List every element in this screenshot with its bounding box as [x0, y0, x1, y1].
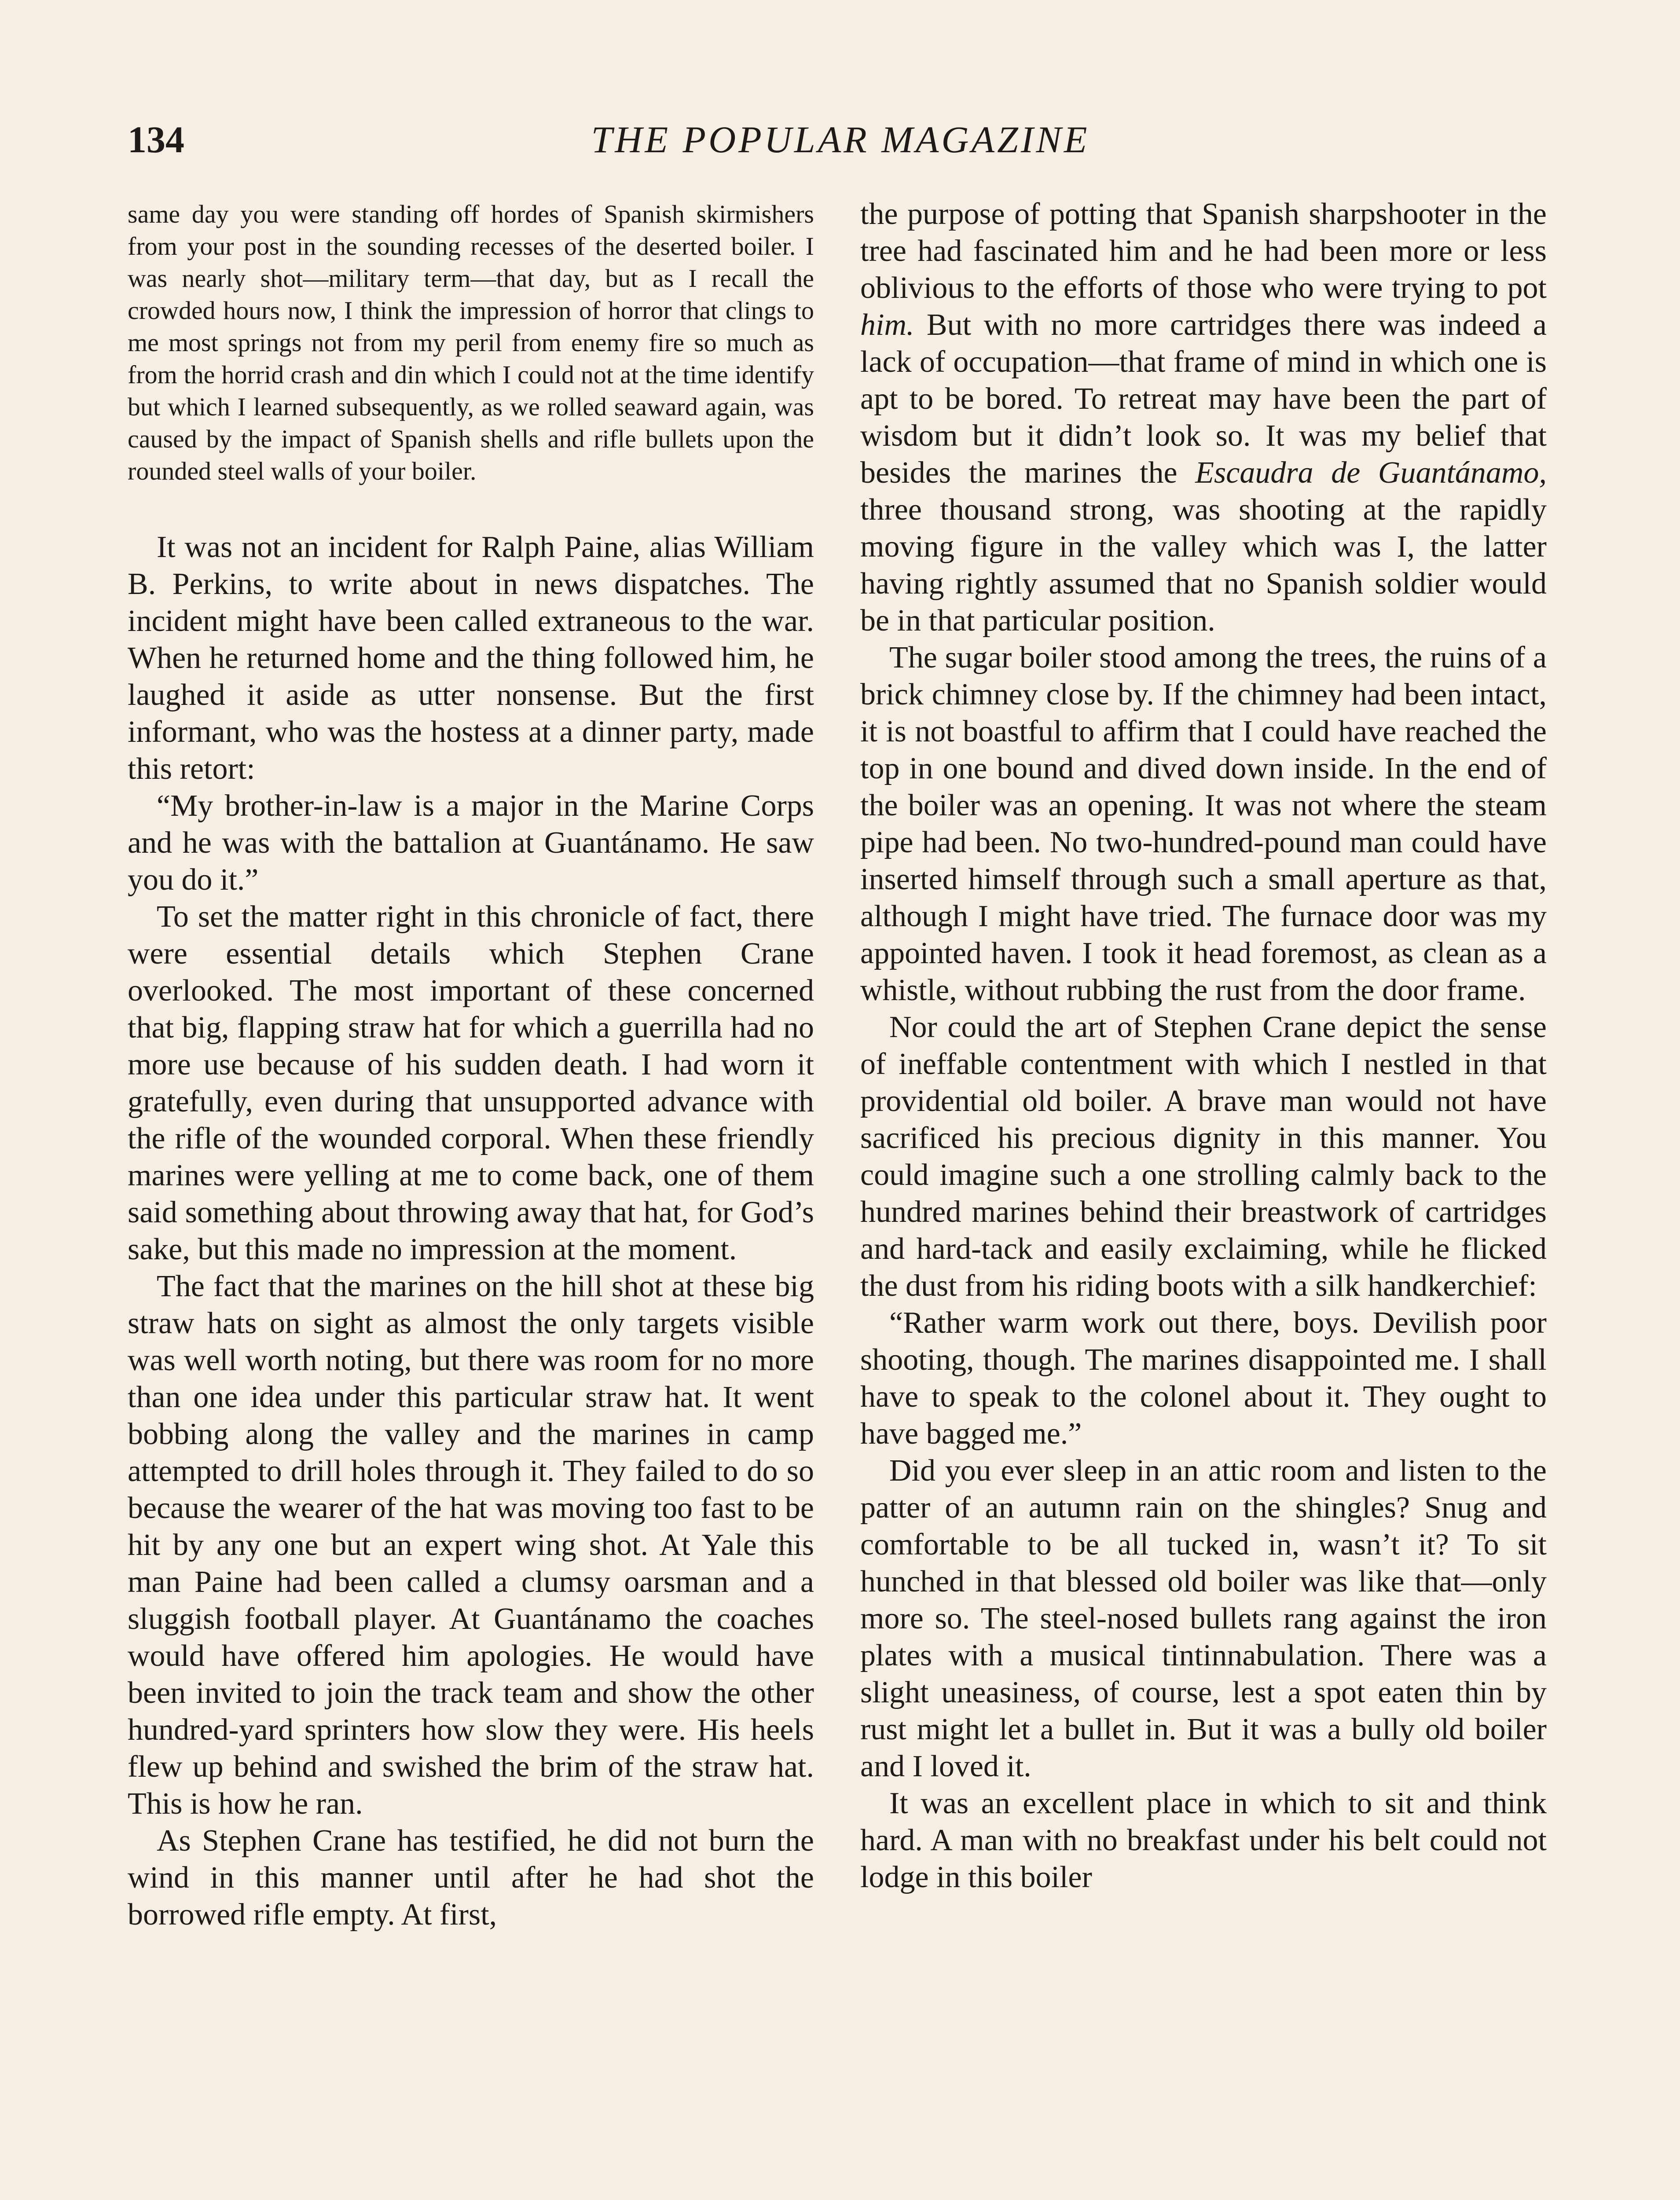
paragraph-continued: [860, 196, 1547, 639]
paragraph: Did you ever sleep in an attic room and listen to the patter of an autumn rain on the shingles? Snug and comfortable to be all tucked in, wasn’t it? To sit hunched in that blessed old boiler was like that—only more so. The steel-nosed bullets rang against the iron plates with a musical tintinnabulation. There was a slight uneasiness, of course, lest a spot eaten thin by rust might let a bullet in. But it was a bully old boiler and I loved it.: [860, 1454, 1547, 1783]
paragraph: As Stephen Crane has testified, he did not burn the wind in this manner until after he had shot the borrowed rifle empty. At first,: [128, 1824, 814, 1932]
italic-text: him.: [860, 308, 914, 342]
left-column: [128, 198, 814, 1933]
paragraph: “Rather warm work out there, boys. Devilish poor shooting, though. The marines disappointed me. I shall have to speak to the colonel about it. They ought to have bagged me.”: [860, 1306, 1547, 1451]
right-column: [860, 196, 1547, 1896]
paragraph: To set the matter right in this chronicle of fact, there were essential details which Stephen Crane overlooked. The most important of these concerned that big, flapping straw hat for which a guerrilla had no more use because of his sudden death. I had worn it gratefully, even during that unsupported advance with the rifle of the wounded corporal. When these friendly marines were yelling at me to come back, one of them said something about throwing away that hat, for God’s sake, but this made no impression at the moment.: [128, 900, 814, 1266]
paragraph: It was not an incident for Ralph Paine, alias William B. Perkins, to write about in news dispatches. The incident might have been called extraneous to the war. When he returned home and the thing followed him, he laughed it aside as utter nonsense. But the first informant, who was the hostess at a dinner party, made this retort:: [128, 530, 814, 786]
paragraph: The sugar boiler stood among the trees, the ruins of a brick chimney close by. If the chimney had been intact, it is not boastful to affirm that I could have reached the top in one bound and dived down inside. In the end of the boiler was an opening. It was not where the steam pipe had been. No two-hundred-pound man could have inserted himself through such a small aperture as that, although I might have tried. The furnace door was my appointed haven. I took it head foremost, as clean as a whistle, without rubbing the rust from the door frame.: [860, 641, 1547, 1007]
text-run: three thousand strong, was shooting at the rapidly moving figure in the valley which was I, the latter having rightly assumed that no Spanish soldier would be in that particular position.: [860, 493, 1547, 638]
page-number: 134: [128, 118, 184, 161]
italic-text: Escaudra de Guantánamo,: [1195, 456, 1547, 490]
paragraph: The fact that the marines on the hill shot at these big straw hats on sight as almost the only targets visible was well worth noting, but there was room for no more than one idea under this particular straw hat. It went bobbing along the valley and the marines in camp attempted to drill holes through it. They failed to do so because the wearer of the hat was moving too fast to be hit by any one but an expert wing shot. At Yale this man Paine had been called a clumsy oarsman and a sluggish football player. At Guantánamo the coaches would have offered him apologies. He would have been invited to join the track team and show the other hundred-yard sprinters how slow they were. His heels flew up behind and swished the brim of the straw hat. This is how he ran.: [128, 1269, 814, 1821]
letter-quote: same day you were standing off hordes of Spanish skirmishers from your post in the sounding recesses of the deserted boiler. I was nearly shot—military term—that day, but as I recall the crowded hours now, I think the impression of horror that clings to me most springs not from my peril from enemy fire so much as from the horrid crash and din which I could not at the time identify but which I learned subsequently, as we rolled seaward again, was caused by the impact of Spanish shells and rifle bullets upon the rounded steel walls of your boiler.: [128, 200, 814, 485]
paragraph: Nor could the art of Stephen Crane depict the sense of ineffable contentment with which I nestled in that providential old boiler. A brave man would not have sacrificed his precious dignity in this manner. You could imagine such a one strolling calmly back to the hundred marines behind their breastwork of cartridges and hard-tack and easily exclaiming, while he flicked the dust from his riding boots with a silk handkerchief:: [860, 1010, 1547, 1303]
paragraph: “My brother-in-law is a major in the Marine Corps and he was with the battalion at Guantánamo. He saw you do it.”: [128, 789, 814, 897]
paragraph: It was an excellent place in which to sit and think hard. A man with no breakfast under his belt could not lodge in this boiler: [860, 1786, 1547, 1894]
running-title: THE POPULAR MAGAZINE: [591, 118, 1090, 161]
page-header: [128, 115, 1553, 164]
text-run: the purpose of potting that Spanish sharpshooter in the tree had fascinated him and he had been more or less oblivious to the efforts of those who were trying to pot: [860, 197, 1547, 305]
text-run: But with no more cartridges there was indeed a lack of occupation—that frame of mind in which one is apt to be bored. To retreat may have been the part of wisdom but it didn’t look so. It was my belief that besides the marines the: [860, 308, 1547, 490]
